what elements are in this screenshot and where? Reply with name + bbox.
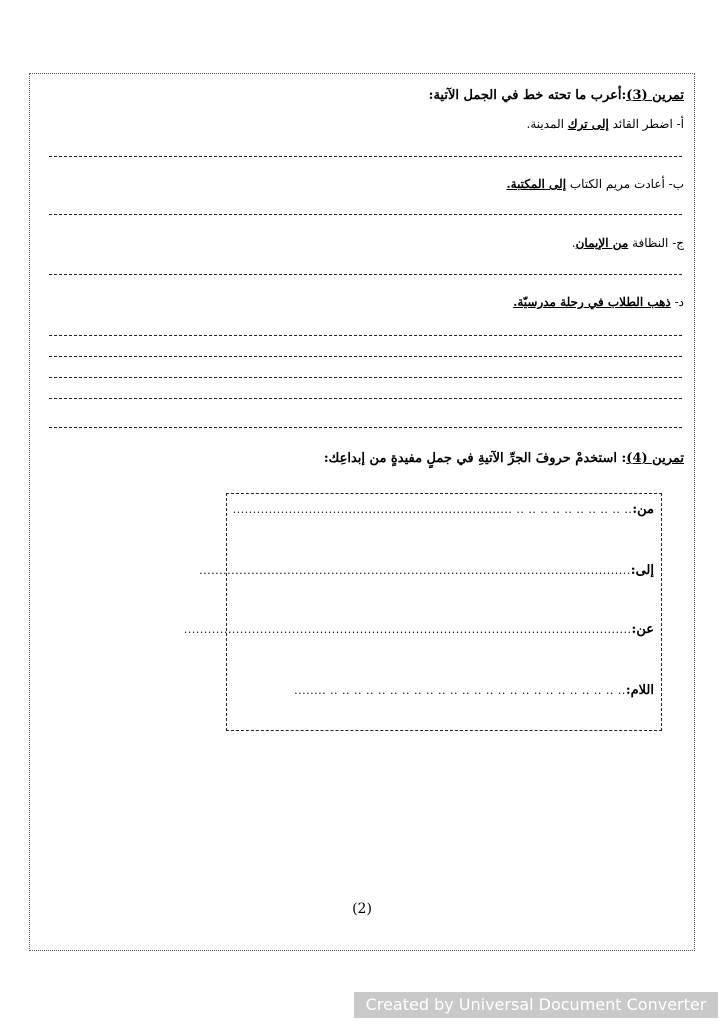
preposition-row-ila bbox=[199, 563, 654, 578]
exercise-3-item-c: ج- النظافة من الإيمان. bbox=[571, 236, 684, 250]
answer-line bbox=[49, 214, 682, 215]
exercise-3-item-b: ب- أعادت مريم الكتاب إلى المكتبة. bbox=[506, 177, 684, 191]
dotted-answer-line: ................................................................................................................ bbox=[183, 623, 632, 636]
preposition-label: إلى: bbox=[630, 563, 654, 578]
dotted-answer-line: ............................................................................................................ bbox=[199, 564, 631, 577]
converter-watermark: Created by Universal Document Converter bbox=[354, 992, 718, 1018]
answer-line bbox=[49, 427, 682, 428]
preposition-row-an bbox=[183, 622, 654, 637]
exercise-3-item-d: د- ذهب الطلاب في رحلة مدرسيّة. bbox=[513, 295, 684, 309]
answer-line bbox=[49, 398, 682, 399]
dotted-answer-line: ........ .. .. .. .. .. .. .. .. .. .. .. .. .. .. .. .. .. .. .. .. .. .. .. .. .. bbox=[294, 684, 626, 697]
exercise-3-title: تمرين (3):أعرب ما تحته خط في الجمل الآتية: bbox=[428, 88, 684, 103]
preposition-label: اللام: bbox=[625, 683, 654, 698]
dotted-answer-line: ...................................................................... .. .. .. .. .. .. .. .. .. .. bbox=[232, 503, 633, 516]
exercise-3-item-a: أ- اضطر القائد إلى ترك المدينة. bbox=[526, 117, 684, 131]
preposition-label: عن: bbox=[631, 622, 654, 637]
preposition-label: من: bbox=[632, 502, 654, 517]
preposition-row-lam bbox=[244, 683, 654, 698]
answer-line bbox=[49, 377, 682, 378]
answer-line bbox=[49, 156, 682, 157]
preposition-row-min bbox=[232, 502, 654, 517]
answer-line bbox=[49, 335, 682, 336]
exercise-4-title: تمرين (4): استخدمْ حروفَ الجرِّ الآتيةِ في جملٍ مفيدةٍ من إبداعِك: bbox=[323, 451, 684, 466]
answer-line bbox=[49, 274, 682, 275]
page-number: (2) bbox=[352, 901, 372, 917]
answer-line bbox=[49, 356, 682, 357]
